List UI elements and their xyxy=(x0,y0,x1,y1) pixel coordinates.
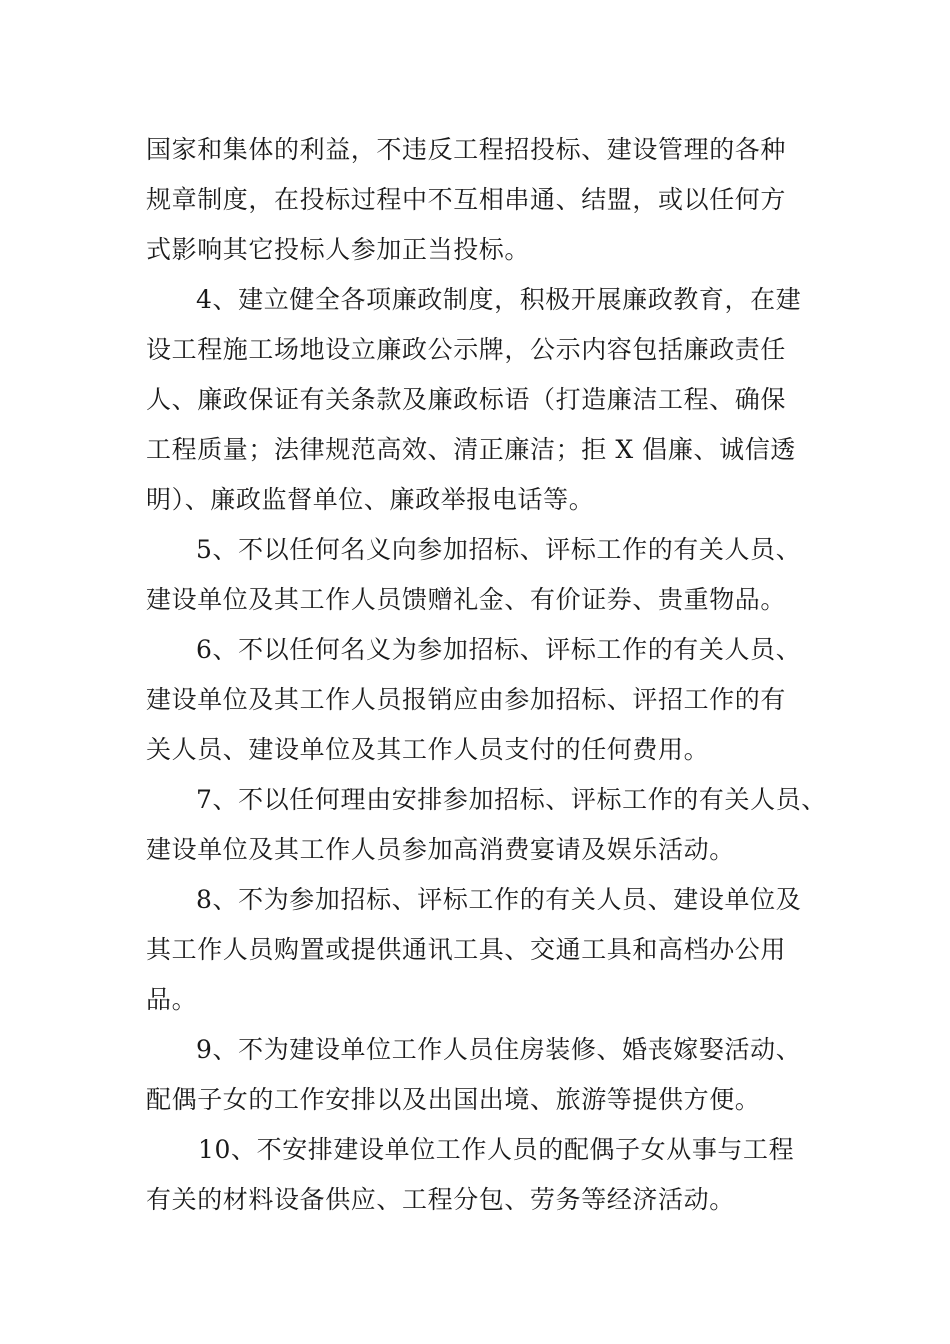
text-line: 国家和集体的利益，不违反工程招投标、建设管理的各种 xyxy=(146,135,787,164)
paragraph-start-7: 7、不以任何理由安排参加招标、评标工作的有关人员、 xyxy=(196,785,827,814)
paragraph-start-4: 4、建立健全各项廉政制度，积极开展廉政教育，在建 xyxy=(196,285,802,314)
text-line: 建设单位及其工作人员报销应由参加招标、评招工作的有 xyxy=(146,685,787,714)
text-line: 规章制度，在投标过程中不互相串通、结盟，或以任何方 xyxy=(146,185,787,214)
text-line: 建设单位及其工作人员馈赠礼金、有价证券、贵重物品。 xyxy=(146,585,787,614)
text-line: 关人员、建设单位及其工作人员支付的任何费用。 xyxy=(146,735,710,764)
text-line: 建设单位及其工作人员参加高消费宴请及娱乐活动。 xyxy=(146,835,735,864)
text-line: 式影响其它投标人参加正当投标。 xyxy=(146,235,531,264)
paragraph-start-5: 5、不以任何名义向参加招标、评标工作的有关人员、 xyxy=(196,535,802,564)
text-line: 明）、廉政监督单位、廉政举报电话等。 xyxy=(146,485,595,514)
text-line: 品。 xyxy=(146,985,198,1014)
paragraph-start-8: 8、不为参加招标、评标工作的有关人员、建设单位及 xyxy=(196,885,802,914)
paragraph-start-10: 10、不安排建设单位工作人员的配偶子女从事与工程 xyxy=(198,1135,795,1164)
text-line: 配偶子女的工作安排以及出国出境、旅游等提供方便。 xyxy=(146,1085,761,1114)
text-line: 其工作人员购置或提供通讯工具、交通工具和高档办公用 xyxy=(146,935,787,964)
text-line: 工程质量；法律规范高效、清正廉洁；拒 X 倡廉、诚信透 xyxy=(146,435,796,464)
text-line: 人、廉政保证有关条款及廉政标语（打造廉洁工程、确保 xyxy=(146,385,787,414)
text-line: 有关的材料设备供应、工程分包、劳务等经济活动。 xyxy=(146,1185,735,1214)
paragraph-start-9: 9、不为建设单位工作人员住房装修、婚丧嫁娶活动、 xyxy=(196,1035,802,1064)
paragraph-start-6: 6、不以任何名义为参加招标、评标工作的有关人员、 xyxy=(196,635,802,664)
text-line: 设工程施工场地设立廉政公示牌，公示内容包括廉政责任 xyxy=(146,335,787,364)
